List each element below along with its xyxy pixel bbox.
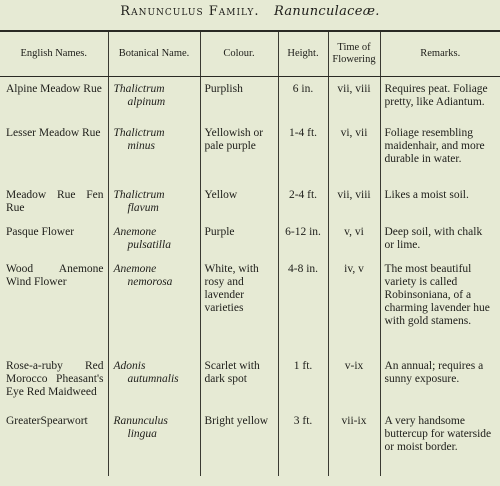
remarks: A very handsome buttercup for waterside or moist border. [380, 409, 500, 476]
colour: Yellowish or pale purple [200, 121, 278, 183]
genus: Thalictrum [113, 127, 165, 139]
table-row [0, 183, 500, 220]
botanical-name [108, 409, 200, 476]
col-header-english: English Names. [0, 31, 108, 76]
genus: Thalictrum [113, 82, 165, 95]
col-header-time: Time of Flowering [328, 31, 380, 76]
genus: Thalictrum [113, 189, 165, 201]
col-header-remarks: Remarks. [380, 31, 500, 76]
botanical-name [108, 76, 200, 121]
height: 6 in. [278, 76, 328, 121]
colour: Purple [200, 220, 278, 257]
genus: Anemone [113, 263, 157, 275]
time-of-flowering: vii, viii [328, 76, 380, 121]
table-row [0, 354, 500, 409]
species: flavum [127, 202, 159, 214]
species: nemorosa [127, 276, 173, 288]
height: 2-4 ft. [278, 183, 328, 220]
species: pulsatilla [127, 239, 171, 251]
remarks: Requires peat. Foliage pretty, like Adiantum. [380, 76, 500, 121]
table-row [0, 257, 500, 354]
species: minus [127, 140, 155, 152]
botanical-name [108, 220, 200, 257]
height: 6-12 in. [278, 220, 328, 257]
botanical-name [108, 354, 200, 409]
time-of-flowering: vii, viii [328, 183, 380, 220]
english-name: Pasque Flower [6, 226, 75, 238]
english-name: GreaterSpearwort [6, 415, 88, 427]
remarks: An annual; requires a sunny exposure. [380, 354, 500, 409]
time-of-flowering: iv, v [328, 257, 380, 354]
table-row [0, 76, 500, 121]
english-name: Meadow Rue Fen Rue [6, 189, 104, 214]
remarks: Foliage resembling maidenhair, and more durable in water. [380, 121, 500, 183]
height: 1-4 ft. [278, 121, 328, 183]
english-name: Wood Anemone Wind Flower [6, 263, 104, 288]
col-header-colour: Colour. [200, 31, 278, 76]
english-name: Rose-a-ruby Red Morocco Pheasant's Eye Red Maidweed [6, 360, 104, 398]
height: 3 ft. [278, 409, 328, 476]
english-name: Lesser Meadow Rue [6, 127, 101, 139]
english-name: Alpine Meadow Rue [6, 82, 102, 95]
time-of-flowering: vii-ix [328, 409, 380, 476]
col-header-height: Height. [278, 31, 328, 76]
botanical-name [108, 121, 200, 183]
botanical-name [108, 257, 200, 354]
species: autumnalis [127, 373, 179, 385]
genus: Adonis [113, 360, 146, 372]
table-header-row [0, 31, 500, 76]
col-header-botanical: Botanical Name. [108, 31, 200, 76]
species: lingua [127, 428, 157, 440]
height: 4-8 in. [278, 257, 328, 354]
page-title [0, 4, 500, 19]
colour: Bright yellow [200, 409, 278, 476]
time-of-flowering: v, vi [328, 220, 380, 257]
colour: Purplish [200, 76, 278, 121]
genus: Ranunculus [113, 415, 168, 427]
table-row [0, 409, 500, 476]
table-row [0, 121, 500, 183]
table-row [0, 220, 500, 257]
time-of-flowering: vi, vii [328, 121, 380, 183]
species: alpinum [127, 95, 166, 108]
remarks: Deep soil, with chalk or lime. [380, 220, 500, 257]
colour: Scarlet with dark spot [200, 354, 278, 409]
family-latin-name: Ranunculaceæ. [273, 4, 380, 19]
family-name: Ranunculus Family. [120, 4, 260, 19]
time-of-flowering: v-ix [328, 354, 380, 409]
remarks: Likes a moist soil. [380, 183, 500, 220]
genus: Anemone [113, 226, 157, 238]
colour: White, with rosy and lavender varieties [200, 257, 278, 354]
plant-table [0, 30, 500, 476]
colour: Yellow [200, 183, 278, 220]
botanical-name [108, 183, 200, 220]
height: 1 ft. [278, 354, 328, 409]
remarks: The most beautiful variety is called Robinsoniana, of a charming lavender hue with gold stamens. [380, 257, 500, 354]
